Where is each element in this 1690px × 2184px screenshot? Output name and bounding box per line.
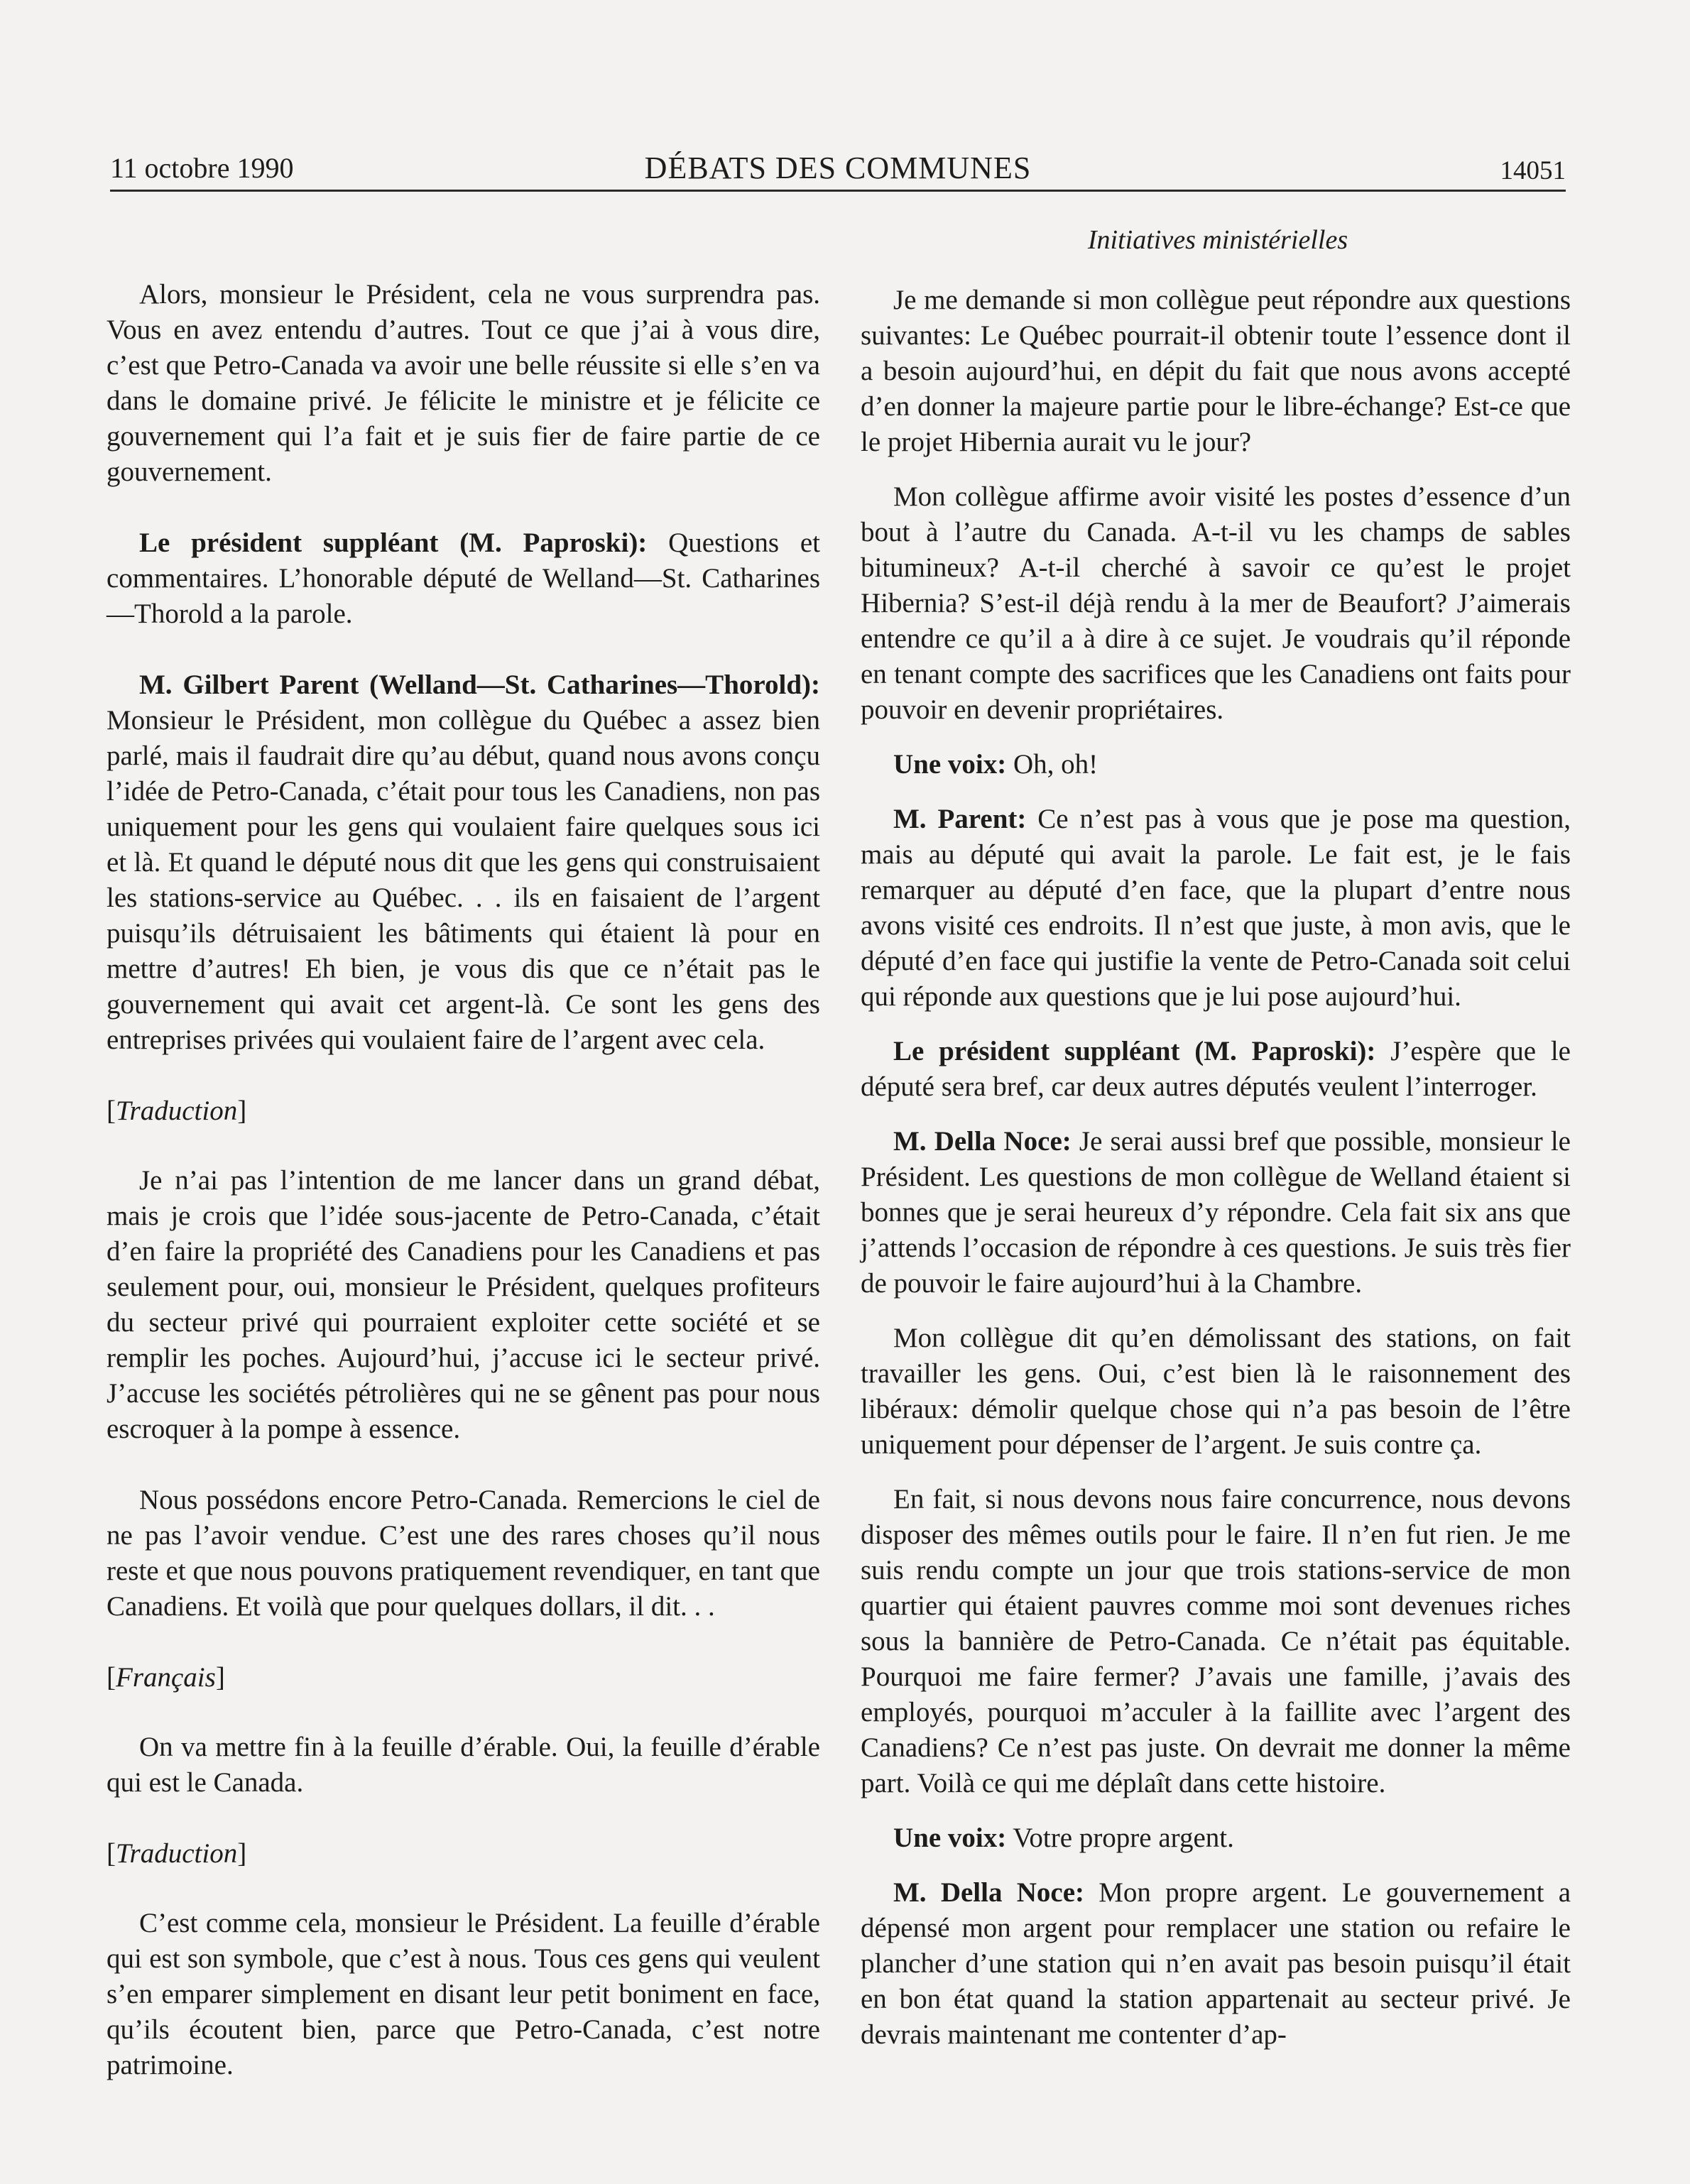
paragraph [107,525,820,632]
speaker-name: M. Della Noce: [893,1126,1072,1157]
paragraph-text: Mon collègue dit qu’en démolissant des stations, on fait travailler les gens. Oui, c’est bien là le raisonnement des libéraux: démolir quelque chose qui n’a pas besoin de l’être uniquement pour dépenser de l’argent. Je suis contre ça. [861,1323,1571,1460]
language-marker-text: Traduction [116,1838,238,1869]
paragraph [861,1034,1571,1105]
language-marker-text: Traduction [116,1096,238,1126]
paragraph-text: Oh, oh! [1006,749,1098,780]
paragraph-text: Votre propre argent. [1006,1823,1234,1853]
page-header [110,146,1566,192]
language-marker: [Français] [107,1662,225,1693]
paragraph [107,667,820,1058]
language-marker: [Traduction] [107,1838,247,1869]
right-column [861,283,1571,2072]
paragraph [861,1482,1571,1801]
paragraph [861,1820,1571,1856]
speaker-name: Une voix: [893,749,1007,780]
speaker-name: M. Gilbert Parent (Welland—St. Catharines—Thorold): [139,670,820,700]
paragraph [861,1321,1571,1463]
paragraph [107,1906,820,2083]
paragraph [861,747,1571,782]
language-marker-text: Français [116,1662,216,1693]
paragraph [107,1163,820,1447]
paragraph-text: Mon collègue affirme avoir visité les postes d’essence d’un bout à l’autre du Canada. A-t-il vu les champs de sables bitumineux? A-t-il cherché à savoir ce qu’est le projet Hibernia? S’est-il déjà rendu à la mer de Beaufort? J’aimerais entendre ce qu’il a à dire à ce sujet. Je voudrais qu’il réponde en tenant compte des sacrifices que les Canadiens ont faits pour pouvoir en devenir propriétaires. [861,481,1571,725]
paragraph-text: C’est comme cela, monsieur le Président. La feuille d’érable qui est son symbole, que c’est à nous. Tous ces gens qui veulent s’en emparer simplement en disant leur petit boniment en face, qu’ils écoutent bien, parce que Petro-Canada, c’est notre patrimoine. [107,1908,820,2080]
paragraph [861,802,1571,1015]
speaker-name: Le président suppléant (M. Paproski): [893,1036,1376,1066]
paragraph [861,1124,1571,1301]
paragraph-text: Je serai aussi bref que possible, monsieur le Président. Les questions de mon collègue de Welland étaient si bonnes que je serai heureux d’y répondre. Cela fait six ans que j’attends l’occasion de répondre à ces questions. Je suis très fier de pouvoir le faire aujourd’hui à la Chambre. [861,1126,1571,1299]
speaker-name: M. Parent: [893,804,1027,834]
paragraph-text: Alors, monsieur le Président, cela ne vous surprendra pas. Vous en avez entendu d’autres. Tout ce que j’ai à vous dire, c’est que Petro-Canada va avoir une belle réussite si elle s’en va dans le domaine privé. Je félicite le ministre et je félicite ce gouvernement qui l’a fait et je suis fier de faire partie de ce gouvernement. [107,279,820,487]
speaker-name: Le président suppléant (M. Paproski): [139,528,648,558]
paragraph [107,1730,820,1801]
paragraph-text: Je n’ai pas l’intention de me lancer dans un grand débat, mais je crois que l’idée sous-jacente de Petro-Canada, c’était d’en faire la propriété des Canadiens pour les Canadiens et pas seulement pour, oui, monsieur le Président, quelques profiteurs du secteur privé qui pourraient exploiter cette société et se remplir les poches. Aujourd’hui, j’accuse ici le secteur privé. J’accuse les sociétés pétrolières qui ne se gênent pas pour nous escroquer à la pompe à essence. [107,1165,820,1444]
paragraph [861,479,1571,728]
paragraph-text: Nous possédons encore Petro-Canada. Remercions le ciel de ne pas l’avoir vendue. C’est une des rares choses qu’il nous reste et que nous pouvons pratiquement revendiquer, en tant que Canadiens. Et voilà que pour quelques dollars, il dit. . . [107,1485,820,1622]
paragraph-text: On va mettre fin à la feuille d’érable. Oui, la feuille d’érable qui est le Canada. [107,1732,820,1798]
header-publication-title: DÉBATS DES COMMUNES [644,151,1032,185]
speaker-name: Une voix: [893,1823,1007,1853]
left-column [107,277,820,2119]
section-label: Initiatives ministérielles [1087,225,1348,255]
paragraph-text: Ce n’est pas à vous que je pose ma question, mais au député qui avait la parole. Le fait est, je le fais remarquer au député d’en face, que la plupart d’entre nous avons visité ces endroits. Il n’est que juste, à mon avis, que le député d’en face qui justifie la vente de Petro-Canada soit celui qui réponde aux questions que je lui pose aujourd’hui. [861,804,1571,1012]
speaker-name: M. Della Noce: [893,1877,1084,1908]
header-page-number: 14051 [1500,156,1566,185]
paragraph-text: J’espère que le député sera bref, car deux autres députés veulent l’interroger. [861,1036,1571,1102]
paragraph [107,277,820,490]
paragraph [861,283,1571,460]
paragraph-text: Je me demande si mon collègue peut répondre aux questions suivantes: Le Québec pourrait-il obtenir toute l’essence dont il a besoin aujourd’hui, en dépit du fait que nous avons accepté d’en donner la majeure partie pour le libre-échange? Est-ce que le projet Hibernia aurait vu le jour? [861,285,1571,457]
paragraph-text: Mon propre argent. Le gouvernement a dépensé mon argent pour remplacer une station ou refaire le plancher d’une station qui n’en avait pas besoin puisqu’il était en bon état quand la station appartenait au secteur privé. Je devrais maintenant me contenter d’ap- [861,1877,1571,2050]
paragraph [107,1483,820,1625]
language-marker: [Traduction] [107,1096,247,1126]
paragraph-text: Monsieur le Président, mon collègue du Québec a assez bien parlé, mais il faudrait dire qu’au début, quand nous avons conçu l’idée de Petro-Canada, c’était pour tous les Canadiens, non pas uniquement pour les gens qui voulaient faire quelques sous ici et là. Et quand le député nous dit que les gens qui construisaient les stations-service au Québec. . . ils en faisaient de l’argent puisqu’ils détruisaient les bâtiments qui étaient là pour en mettre d’autres! Eh bien, je vous dis que ce n’était pas le gouvernement qui avait cet argent-là. Ce sont les gens des entreprises privées qui voulaient faire de l’argent avec cela. [107,705,820,1055]
paragraph [861,1875,1571,2053]
paragraph-text: En fait, si nous devons nous faire concurrence, nous devons disposer des mêmes outils pour le faire. Il n’en fut rien. Je me suis rendu compte un jour que trois stations-service de mon quartier qui étaient pauvres comme moi sont devenues riches sous la bannière de Petro-Canada. Ce n’était pas équitable. Pourquoi me faire fermer? J’avais une famille, j’avais des employés, pourquoi m’acculer à la faillite avec l’argent des Canadiens? Ce n’est pas juste. On devrait me donner la même part. Voilà ce qui me déplaît dans cette histoire. [861,1484,1571,1798]
header-date: 11 octobre 1990 [110,152,294,184]
paragraph-text: Questions et commentaires. L’honorable député de Welland—St. Catharines—Thorold a la parole. [107,528,820,629]
